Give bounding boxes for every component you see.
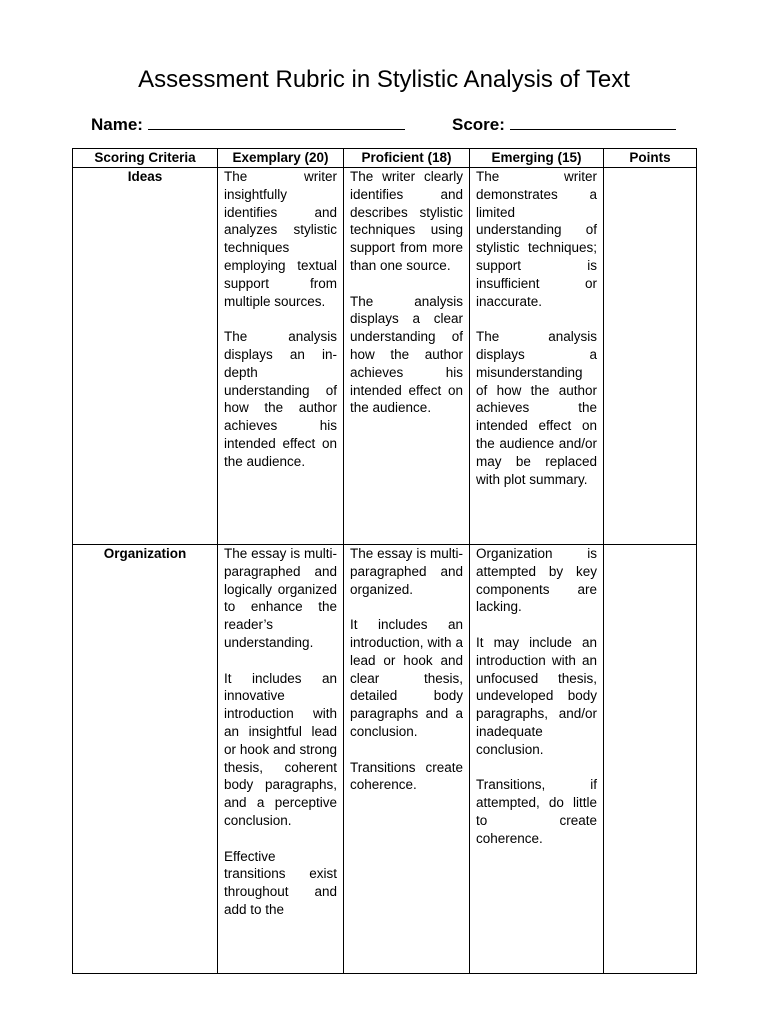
ideas-exemplary-cell: [218, 168, 344, 545]
organization-exemplary-cell: [218, 545, 344, 974]
header-row: [73, 149, 697, 168]
organization-proficient-text: Transitions create coherence.: [350, 759, 463, 793]
organization-emerging-text: It may include an introduction with an unfocused thesis, undeveloped body paragraphs, and/or inadequate conclusion.: [476, 634, 597, 757]
header-proficient: Proficient (18): [344, 149, 470, 168]
organization-exemplary-text: The essay is multi-paragraphed and logically organized to enhance the reader’s understanding.: [224, 546, 337, 650]
ideas-points-cell[interactable]: [604, 168, 697, 545]
ideas-exemplary-text: The writer insightfully identifies and analyzes stylistic techniques employing textual support from multiple sources.: [224, 169, 337, 309]
score-blank-line[interactable]: [510, 113, 676, 130]
organization-proficient-text: It includes an introduction, with a lead or hook and clear thesis, detailed body paragraphs and a conclusion.: [350, 617, 463, 739]
score-label: Score:: [452, 115, 505, 134]
organization-emerging-text: Organization is attempted by key components are lacking.: [476, 546, 597, 615]
ideas-emerging-cell: [470, 168, 604, 545]
organization-exemplary-text: It includes an innovative introduction with an insightful lead or hook and strong thesis, coherent body paragraphs, and a perceptive conclusion.: [224, 670, 337, 828]
criterion-ideas: Ideas: [73, 168, 218, 545]
table-row-organization: [73, 545, 697, 974]
header-exemplary: Exemplary (20): [218, 149, 344, 168]
score-field[interactable]: [452, 113, 676, 136]
ideas-proficient-text: The writer clearly identifies and describes stylistic techniques using support from more than one source.: [350, 169, 463, 273]
organization-proficient-text: The essay is multi-paragraphed and organized.: [350, 546, 463, 597]
ideas-emerging-text: The analysis displays a misunderstanding of how the author achieves the intended effect on the audience and/or may be replaced with plot summary.: [476, 329, 597, 487]
organization-emerging-text: Transitions, if attempted, do little to create coherence.: [476, 777, 597, 846]
name-blank-line[interactable]: [148, 113, 405, 130]
header-points: Points: [604, 149, 697, 168]
criterion-organization: Organization: [73, 545, 218, 974]
ideas-proficient-cell: [344, 168, 470, 545]
header-scoring-criteria: Scoring Criteria: [73, 149, 218, 168]
rubric-table: [72, 148, 697, 974]
header-emerging: Emerging (15): [470, 149, 604, 168]
ideas-proficient-text: The analysis displays a clear understanding of how the author achieves his intended effect on the audience.: [350, 293, 463, 416]
organization-emerging-cell: [470, 545, 604, 974]
organization-exemplary-text: Effective transitions exist throughout and add to the: [224, 848, 337, 917]
ideas-emerging-text: The writer demonstrates a limited understanding of stylistic techniques; support is insufficient or inaccurate.: [476, 169, 597, 309]
name-field[interactable]: [91, 113, 405, 136]
name-label: Name:: [91, 115, 143, 134]
organization-proficient-cell: [344, 545, 470, 974]
ideas-exemplary-text: The analysis displays an in-depth understanding of how the author achieves his intended effect on the audience.: [224, 329, 337, 469]
table-row-ideas: [73, 168, 697, 545]
document-title: Assessment Rubric in Stylistic Analysis of Text: [138, 66, 630, 93]
organization-points-cell[interactable]: [604, 545, 697, 974]
